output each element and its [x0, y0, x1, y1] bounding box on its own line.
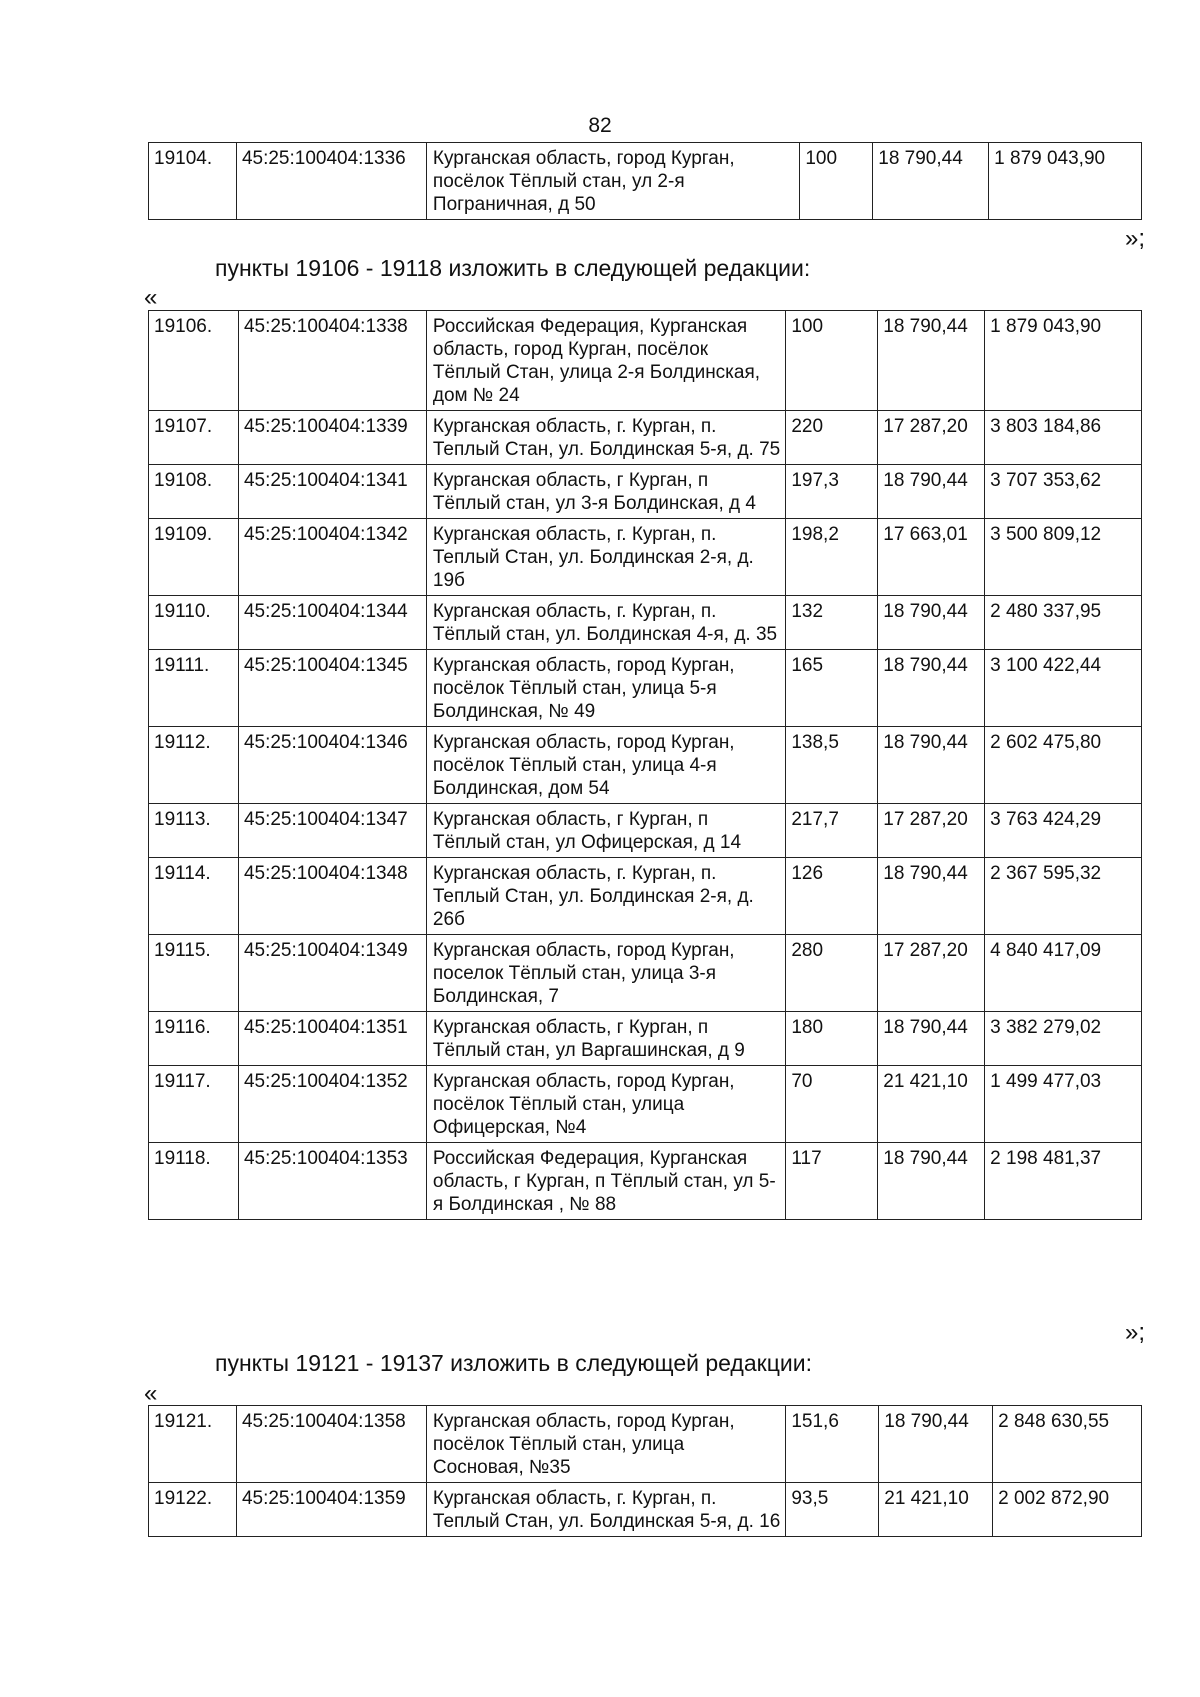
- unit-price-cell: 18 790,44: [873, 143, 989, 220]
- item-number-cell: 19104.: [149, 143, 237, 220]
- unit-price-cell: 17 287,20: [878, 935, 985, 1012]
- amendment-instruction: пункты 19121 - 19137 изложить в следующей редакции:: [215, 1350, 812, 1376]
- cadastral-value-cell: 1 879 043,90: [985, 311, 1142, 411]
- unit-price-cell: 17 287,20: [878, 804, 985, 858]
- item-number-cell: 19116.: [149, 1012, 239, 1066]
- item-number-cell: 19121.: [149, 1406, 237, 1483]
- address-cell: Курганская область, г. Курган, п. Теплый Стан, ул. Болдинская 5-я, д. 75: [426, 411, 785, 465]
- address-cell: Российская Федерация, Курганская область, город Курган, посёлок Тёплый Стан, улица 2-я Болдинская, дом № 24: [426, 311, 785, 411]
- area-cell: 165: [786, 650, 878, 727]
- cadastral-value-cell: 3 500 809,12: [985, 519, 1142, 596]
- table-row: [149, 1066, 1142, 1143]
- address-cell: Курганская область, г Курган, п Тёплый стан, ул 3-я Болдинская, д 4: [426, 465, 785, 519]
- opening-quote: «: [144, 284, 158, 311]
- item-number-cell: 19110.: [149, 596, 239, 650]
- unit-price-cell: 17 663,01: [878, 519, 985, 596]
- address-cell: Курганская область, город Курган, поселок Тёплый стан, улица 3-я Болдинская, 7: [426, 935, 785, 1012]
- unit-price-cell: 18 790,44: [878, 465, 985, 519]
- table-row: [149, 411, 1142, 465]
- unit-price-cell: 18 790,44: [878, 596, 985, 650]
- item-number-cell: 19111.: [149, 650, 239, 727]
- cadastral-value-cell: 2 002 872,90: [993, 1483, 1142, 1537]
- property-table-a: [148, 142, 1142, 220]
- area-cell: 217,7: [786, 804, 878, 858]
- area-cell: 180: [786, 1012, 878, 1066]
- area-cell: 117: [786, 1143, 878, 1220]
- table-row: [149, 858, 1142, 935]
- cadastral-number-cell: 45:25:100404:1352: [238, 1066, 426, 1143]
- unit-price-cell: 18 790,44: [878, 650, 985, 727]
- unit-price-cell: 18 790,44: [878, 858, 985, 935]
- item-number-cell: 19118.: [149, 1143, 239, 1220]
- closing-quote: »;: [1124, 1319, 1145, 1346]
- table-row: [149, 650, 1142, 727]
- cadastral-value-cell: 2 602 475,80: [985, 727, 1142, 804]
- table-row: [149, 465, 1142, 519]
- cadastral-number-cell: 45:25:100404:1342: [238, 519, 426, 596]
- address-cell: Курганская область, город Курган, посёлок Тёплый стан, улица Сосновая, №35: [426, 1406, 785, 1483]
- area-cell: 70: [786, 1066, 878, 1143]
- item-number-cell: 19117.: [149, 1066, 239, 1143]
- item-number-cell: 19113.: [149, 804, 239, 858]
- cadastral-value-cell: 3 382 279,02: [985, 1012, 1142, 1066]
- cadastral-value-cell: 2 198 481,37: [985, 1143, 1142, 1220]
- item-number-cell: 19106.: [149, 311, 239, 411]
- property-table-b: [148, 310, 1142, 1220]
- unit-price-cell: 18 790,44: [878, 1012, 985, 1066]
- cadastral-value-cell: 3 100 422,44: [985, 650, 1142, 727]
- table-row: [149, 1143, 1142, 1220]
- area-cell: 220: [786, 411, 878, 465]
- item-number-cell: 19122.: [149, 1483, 237, 1537]
- cadastral-value-cell: 3 707 353,62: [985, 465, 1142, 519]
- address-cell: Курганская область, г. Курган, п. Теплый Стан, ул. Болдинская 2-я, д. 19б: [426, 519, 785, 596]
- address-cell: Курганская область, город Курган, посёлок Тёплый стан, улица Офицерская, №4: [426, 1066, 785, 1143]
- cadastral-value-cell: 2 848 630,55: [993, 1406, 1142, 1483]
- cadastral-value-cell: 1 499 477,03: [985, 1066, 1142, 1143]
- unit-price-cell: 18 790,44: [878, 1143, 985, 1220]
- address-cell: Курганская область, город Курган, посёлок Тёплый стан, улица 5-я Болдинская, № 49: [426, 650, 785, 727]
- cadastral-number-cell: 45:25:100404:1338: [238, 311, 426, 411]
- cadastral-value-cell: 4 840 417,09: [985, 935, 1142, 1012]
- unit-price-cell: 18 790,44: [878, 311, 985, 411]
- opening-quote: «: [144, 1380, 158, 1407]
- area-cell: 100: [786, 311, 878, 411]
- cadastral-value-cell: 1 879 043,90: [989, 143, 1142, 220]
- address-cell: Курганская область, г Курган, п Тёплый стан, ул Варгашинская, д 9: [426, 1012, 785, 1066]
- unit-price-cell: 17 287,20: [878, 411, 985, 465]
- area-cell: 280: [786, 935, 878, 1012]
- address-cell: Курганская область, город Курган, посёлок Тёплый стан, улица 4-я Болдинская, дом 54: [426, 727, 785, 804]
- address-cell: Курганская область, г. Курган, п. Теплый Стан, ул. Болдинская 5-я, д. 16: [426, 1483, 785, 1537]
- address-cell: Курганская область, город Курган, посёлок Тёплый стан, ул 2-я Пограничная, д 50: [426, 143, 799, 220]
- item-number-cell: 19115.: [149, 935, 239, 1012]
- table-row: [149, 311, 1142, 411]
- table-row: [149, 1406, 1142, 1483]
- table-row: [149, 1483, 1142, 1537]
- cadastral-number-cell: 45:25:100404:1359: [236, 1483, 426, 1537]
- unit-price-cell: 21 421,10: [878, 1066, 985, 1143]
- cadastral-number-cell: 45:25:100404:1353: [238, 1143, 426, 1220]
- table-row: [149, 143, 1142, 220]
- unit-price-cell: 21 421,10: [879, 1483, 993, 1537]
- table-row: [149, 727, 1142, 804]
- cadastral-value-cell: 2 480 337,95: [985, 596, 1142, 650]
- area-cell: 197,3: [786, 465, 878, 519]
- cadastral-number-cell: 45:25:100404:1347: [238, 804, 426, 858]
- closing-quote: »;: [1124, 225, 1145, 252]
- item-number-cell: 19109.: [149, 519, 239, 596]
- cadastral-number-cell: 45:25:100404:1336: [236, 143, 426, 220]
- address-cell: Курганская область, г Курган, п Тёплый стан, ул Офицерская, д 14: [426, 804, 785, 858]
- address-cell: Российская Федерация, Курганская область, г Курган, п Тёплый стан, ул 5-я Болдинская , № 88: [426, 1143, 785, 1220]
- area-cell: 198,2: [786, 519, 878, 596]
- property-table-c: [148, 1405, 1142, 1537]
- item-number-cell: 19114.: [149, 858, 239, 935]
- cadastral-value-cell: 3 803 184,86: [985, 411, 1142, 465]
- cadastral-number-cell: 45:25:100404:1348: [238, 858, 426, 935]
- item-number-cell: 19107.: [149, 411, 239, 465]
- unit-price-cell: 18 790,44: [878, 727, 985, 804]
- table-row: [149, 935, 1142, 1012]
- table-row: [149, 804, 1142, 858]
- address-cell: Курганская область, г. Курган, п. Теплый Стан, ул. Болдинская 2-я, д. 26б: [426, 858, 785, 935]
- cadastral-number-cell: 45:25:100404:1351: [238, 1012, 426, 1066]
- area-cell: 138,5: [786, 727, 878, 804]
- cadastral-number-cell: 45:25:100404:1344: [238, 596, 426, 650]
- table-row: [149, 519, 1142, 596]
- area-cell: 151,6: [786, 1406, 879, 1483]
- area-cell: 100: [800, 143, 873, 220]
- area-cell: 126: [786, 858, 878, 935]
- cadastral-number-cell: 45:25:100404:1358: [236, 1406, 426, 1483]
- cadastral-value-cell: 3 763 424,29: [985, 804, 1142, 858]
- amendment-instruction: пункты 19106 - 19118 изложить в следующей редакции:: [215, 255, 811, 281]
- item-number-cell: 19112.: [149, 727, 239, 804]
- cadastral-number-cell: 45:25:100404:1341: [238, 465, 426, 519]
- address-cell: Курганская область, г. Курган, п. Тёплый стан, ул. Болдинская 4-я, д. 35: [426, 596, 785, 650]
- cadastral-number-cell: 45:25:100404:1349: [238, 935, 426, 1012]
- cadastral-number-cell: 45:25:100404:1339: [238, 411, 426, 465]
- area-cell: 93,5: [786, 1483, 879, 1537]
- page-number: 82: [588, 114, 612, 137]
- cadastral-value-cell: 2 367 595,32: [985, 858, 1142, 935]
- item-number-cell: 19108.: [149, 465, 239, 519]
- table-row: [149, 1012, 1142, 1066]
- cadastral-number-cell: 45:25:100404:1345: [238, 650, 426, 727]
- cadastral-number-cell: 45:25:100404:1346: [238, 727, 426, 804]
- area-cell: 132: [786, 596, 878, 650]
- table-row: [149, 596, 1142, 650]
- unit-price-cell: 18 790,44: [879, 1406, 993, 1483]
